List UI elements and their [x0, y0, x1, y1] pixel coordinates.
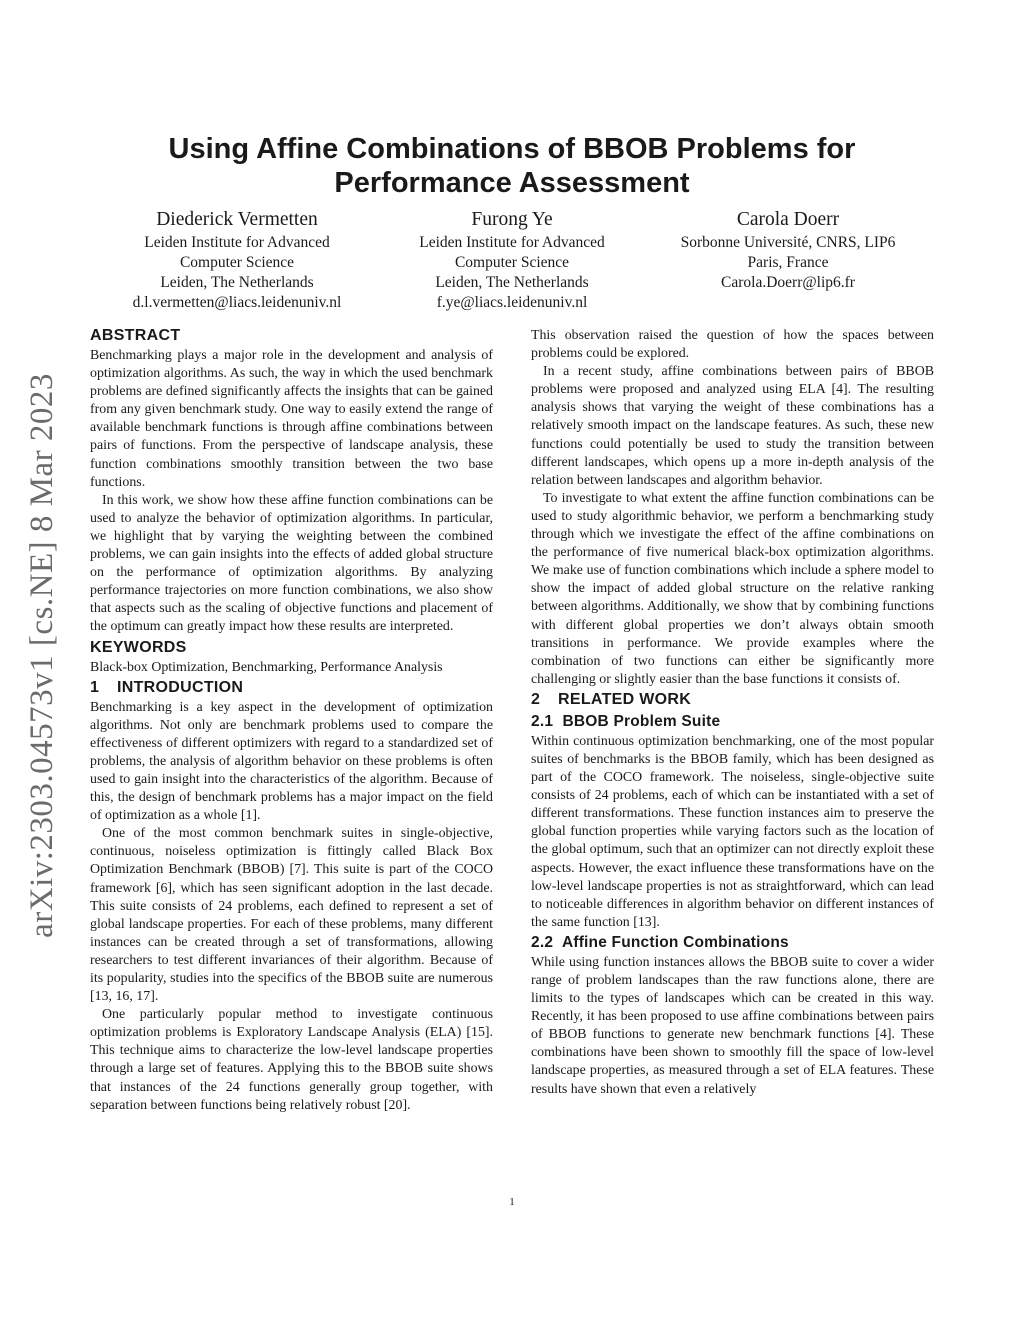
abstract-paragraph: Benchmarking plays a major role in the development and analysis of optimization algorithms. As such, the way in which the used benchmark problems are defined significantly affects the insights that can be gained from any given benchmark study. One way to easily extend the range of available benchmark functions is through affine combinations between pairs of functions. From the perspective of landscape analysis, these function combinations smoothly transition between the two base functions. — [90, 348, 493, 490]
author-location: Leiden, The Netherlands — [160, 274, 314, 291]
author-email: Carola.Doerr@lip6.fr — [721, 274, 855, 291]
left-column — [90, 325, 493, 1115]
arxiv-identifier — [22, 355, 62, 955]
author-name: Carola Doerr — [736, 209, 840, 230]
page-number: 1 — [509, 1196, 515, 1208]
author-affiliation: Computer Science — [179, 254, 295, 271]
section-title: RELATED WORK — [558, 690, 692, 708]
subsection-title: BBOB Problem Suite — [562, 712, 721, 730]
keywords-text: Black-box Optimization, Benchmarking, Performance Analysis — [90, 659, 443, 675]
author-affiliation: Sorbonne Université, CNRS, LIP6 — [680, 234, 896, 251]
author-email: d.l.vermetten@liacs.leidenuniv.nl — [132, 294, 342, 311]
author-email: f.ye@liacs.leidenuniv.nl — [436, 294, 588, 311]
author-name: Furong Ye — [471, 209, 553, 230]
subsection-number: 2.2 — [531, 933, 554, 951]
section-number: 1 — [90, 678, 100, 696]
body-paragraph: One of the most common benchmark suites in single-objective, continuous, noiseless optimization is fittingly called Black Box Optimization Benchmark (BBOB) [7]. This suite is part of the COCO framework [6], which has seen significant adoption in the last decade. This suite consists of 24 problems, each defined to represent a set of global landscape properties. For each of these problems, many different instances can be created through a set of transformations, allowing researchers to test different invariances of their algorithm. Because of its popularity, studies into the specifics of the BBOB suite are numerous [13, 16, 17]. — [90, 826, 493, 1005]
subsection-number: 2.1 — [531, 712, 554, 730]
section-heading-introduction — [90, 677, 493, 699]
right-column — [531, 327, 934, 1099]
section-title: INTRODUCTION — [117, 678, 244, 696]
author-2 — [367, 207, 657, 313]
abstract-heading: ABSTRACT — [90, 327, 181, 344]
body-paragraph: One particularly popular method to investigate continuous optimization problems is Exploratory Landscape Analysis (ELA) [15]. This technique aims to characterize the low-level landscape properties through a large set of features. Applying this to the BBOB suite shows that instances of the 24 functions generally group together, with separation between functions being relatively robust [20]. — [90, 1007, 493, 1113]
author-location: Leiden, The Netherlands — [435, 274, 589, 291]
author-affiliation: Computer Science — [454, 254, 570, 271]
section-number: 2 — [531, 690, 541, 708]
subsection-heading-affine — [531, 932, 934, 954]
author-affiliation: Leiden Institute for Advanced — [419, 234, 605, 251]
arxiv-identifier-text: arXiv:2303.04573v1 [cs.NE] 8 Mar 2023 — [23, 372, 60, 938]
author-3 — [643, 207, 933, 293]
author-affiliation: Leiden Institute for Advanced — [144, 234, 330, 251]
body-paragraph: To investigate to what extent the affine function combinations can be used to study algorithmic behavior, we perform a benchmarking study through which we investigate the effect of the affine combinations on the performance of five numerical black-box optimization algorithms. We make use of function combinations which include a sphere model to show the impact of added global structure on the relative ranking between algorithms. Additionally, we show that by combining functions with different global properties we don’t always obtain smooth transitions in performance. We provide examples where the combination of two functions can either be significantly more challenging or slightly easier than the base functions it consists of. — [531, 490, 934, 687]
body-paragraph: While using function instances allows the BBOB suite to cover a wider range of problem landscapes than the raw functions alone, there are limits to the types of landscapes which can be created in this way. Recently, it has been proposed to use affine combinations between pairs of BBOB functions to generate new benchmark functions [4]. These combinations have been shown to smoothly fill the space of low-level landscape properties, as measured through a set of ELA features. These results have shown that even a relatively — [531, 954, 934, 1097]
abstract-paragraph: In this work, we show how these affine function combinations can be used to analyze the behavior of optimization algorithms. In particular, we highlight that by varying the weighting between the combined problems, we can gain insights into the effects of added global structure on the performance of optimization algorithms. By analyzing performance trajectories on more function combinations, we also show that aspects such as the scaling of objective functions and placement of the optimum can greatly impact how these results are interpreted. — [90, 492, 493, 635]
keywords-heading: KEYWORDS — [90, 638, 187, 656]
author-1 — [92, 207, 382, 313]
paper-title: Using Affine Combinations of BBOB Problems for Performance Assessment — [168, 133, 856, 199]
author-name: Diederick Vermetten — [156, 209, 318, 230]
body-paragraph: Benchmarking is a key aspect in the development of optimization algorithms. Not only are benchmark problems used to compare the effectiveness of different optimizers with regard to a standardized set of problems, the analysis of algorithm behavior on these problems is often used to gain insight into the characteristics of the algorithm. Because of this, the design of benchmark problems has a major impact on the field of optimization as a whole [1]. — [90, 699, 493, 824]
body-paragraph: In a recent study, affine combinations between pairs of BBOB problems were proposed and analyzed using ELA [4]. The resulting analysis shows that varying the weight of these combinations has a relatively smooth impact on the landscape features. As such, these new functions could potentially be used to study the transition between different landscapes, which opens up a more in-depth analysis of the relation between landscapes and algorithm behavior. — [531, 364, 934, 488]
subsection-heading-bbob — [531, 711, 934, 733]
body-paragraph: This observation raised the question of how the spaces between problems could be explored. — [531, 328, 934, 362]
author-location: Paris, France — [747, 254, 829, 271]
body-paragraph: Within continuous optimization benchmarking, one of the most popular suites of benchmarks is the BBOB family, which has been designed as part of the COCO framework. The noiseless, single-objective suite consists of 24 problems, each of which can be instantiated with a set of different transformations. These function instances aim to preserve the global function properties while varying factors such as the location of the global optimum, such that an optimizer can not directly exploit these aspects. However, the exact influence these transformations have on the low-level landscape properties is not as straightforward, which can lead to noticeable differences in algorithm behavior on different instances of the same function [13]. — [531, 733, 934, 930]
subsection-title: Affine Function Combinations — [561, 933, 789, 951]
section-heading-related-work — [531, 689, 934, 711]
